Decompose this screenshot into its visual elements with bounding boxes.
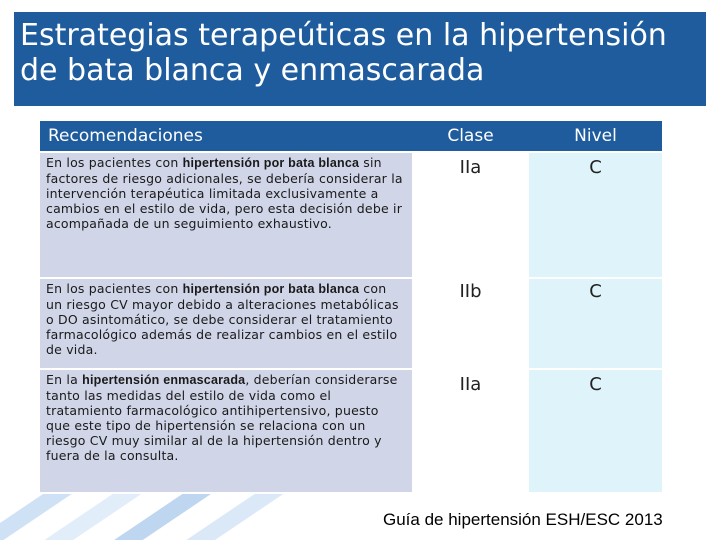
recommendation-text — [40, 369, 412, 493]
recommendation-text-start: En los pacientes con — [46, 155, 183, 170]
header-recomendaciones: Recomendaciones — [40, 121, 412, 152]
recommendation-highlight: hipertensión por bata blanca — [182, 156, 360, 170]
table-header-row — [40, 121, 662, 152]
clase-cell: IIa — [412, 369, 529, 493]
reference-citation: Guía de hipertensión ESH/ESC 2013 — [383, 510, 663, 529]
table-row — [40, 369, 662, 493]
recommendation-text-end: con un riesgo CV mayor debido a alteraciones metabólicas o DO asintomático, se debe considerar el tratamiento farmacológico además de realizar cambios en el estilo de vida. — [46, 281, 399, 357]
recommendation-text — [40, 152, 412, 278]
header-nivel: Nivel — [529, 121, 662, 152]
recommendation-highlight: hipertensión enmascarada — [82, 373, 246, 387]
title-line-2: de bata blanca y enmascarada — [20, 53, 485, 88]
slide-title — [20, 18, 700, 88]
recommendation-highlight: hipertensión por bata blanca — [182, 282, 360, 296]
recommendation-text-end: , deberían considerarse tanto las medidas del estilo de vida como el tratamiento farmacológico antihipertensivo, puesto que este tipo de hipertensión se relaciona con un riesgo CV muy similar al de la hipertensión dentro y fuera de la consulta. — [46, 372, 398, 463]
recommendation-text-start: En los pacientes con — [46, 281, 183, 296]
recommendation-text-end: sin factores de riesgo adicionales, se debería considerar la intervención terapéutica limitada exclusivamente a cambios en el estilo de vida, pero esta decisión debe ir acompañada de un seguimiento exhaustivo. — [46, 155, 403, 231]
clase-cell: IIb — [412, 278, 529, 369]
recommendation-text — [40, 278, 412, 369]
table-row — [40, 278, 662, 369]
header-clase: Clase — [412, 121, 529, 152]
nivel-cell: C — [529, 152, 662, 278]
nivel-cell: C — [529, 369, 662, 493]
clase-cell: IIa — [412, 152, 529, 278]
recommendations-table — [40, 121, 662, 494]
table-row — [40, 152, 662, 278]
title-line-1: Estrategias terapeúticas en la hipertensión — [20, 18, 667, 53]
nivel-cell: C — [529, 278, 662, 369]
recommendation-text-start: En la — [46, 372, 83, 387]
